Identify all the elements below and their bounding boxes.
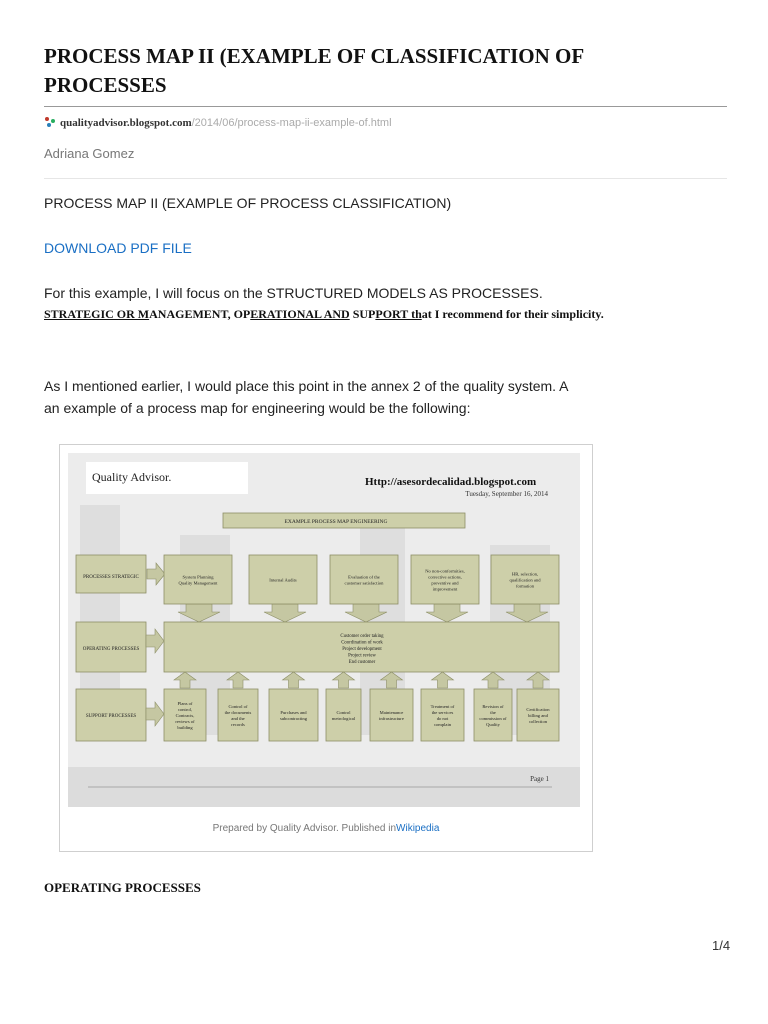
- support-box-4-line: infrastructure: [379, 716, 404, 721]
- support-box-5-line: the services: [431, 710, 454, 715]
- support-box-7-line: Certification: [526, 707, 550, 712]
- support-box-3: [326, 689, 361, 741]
- strategic-box-4-line: qualification and: [509, 577, 541, 583]
- support-box-6-line: Quality: [486, 722, 500, 727]
- models-line-text-2: SUP: [349, 307, 376, 321]
- strategic-box-3-line: improvement: [432, 586, 458, 592]
- support-box-5-line: Treatment of: [430, 704, 455, 709]
- process-map-figure: [59, 444, 593, 852]
- support-box-6-line: commission of: [479, 716, 507, 721]
- page-label: Page 1: [530, 775, 549, 783]
- support-box-0-line: reviews of: [175, 719, 195, 724]
- operating-line-4: End customer: [348, 660, 376, 665]
- support-box-7: [517, 689, 559, 741]
- support-box-2-line: subcontracting: [279, 716, 308, 721]
- models-line-underlined-3: PORT th: [375, 307, 422, 321]
- support-box-1-line: and the: [231, 716, 245, 721]
- strategic-box-0: [164, 555, 232, 604]
- support-box-2: [269, 689, 318, 741]
- models-line-underlined-1: STRATEGIC OR M: [44, 307, 150, 321]
- operating-line-2: Project development: [342, 647, 382, 652]
- support-box-5-line: do not: [436, 716, 449, 721]
- operating-line-3: Project review: [348, 653, 376, 659]
- strategic-box-2-line: customer satisfaction: [344, 580, 384, 586]
- strategic-box-4: [491, 555, 559, 604]
- strategic-box-3: [411, 555, 479, 604]
- row-label-strategic-text: PROCESSES STRATEGIC: [83, 575, 139, 580]
- wikipedia-link[interactable]: Wikipedia: [396, 823, 440, 834]
- author-name: Adriana Gomez: [44, 146, 135, 161]
- source-line: [44, 115, 392, 131]
- author-divider: [44, 178, 727, 179]
- title-divider: [44, 106, 727, 107]
- strategic-box-3-line: preventive and: [431, 580, 459, 586]
- strategic-box-0-line: System Planning: [182, 574, 214, 580]
- row-label-operating-text: OPERATING PROCESSES: [82, 647, 140, 652]
- support-box-2-line: Purchases and: [280, 710, 307, 715]
- source-link[interactable]: [60, 117, 392, 129]
- site-favicon-icon: [44, 116, 56, 128]
- support-box-3-line: metrological: [331, 716, 356, 721]
- models-line: [44, 307, 604, 322]
- row-label-strategic: [76, 555, 146, 593]
- operating-line-1: Coordination of work: [341, 640, 383, 646]
- support-box-6: [474, 689, 512, 741]
- caption-text: Prepared by Quality Advisor. Published in: [212, 823, 397, 834]
- support-box-1-line: records: [231, 722, 245, 727]
- strategic-box-3-line: corrective actions,: [428, 574, 462, 580]
- support-box-6-line: Revision of: [482, 704, 504, 709]
- support-box-7-line: billing and: [528, 713, 548, 718]
- support-box-0-line: control,: [177, 707, 193, 712]
- source-path: /2014/06/process-map-ii-example-of.html: [191, 117, 392, 129]
- strategic-box-2: [330, 555, 398, 604]
- page-number: 1/4: [712, 938, 731, 953]
- support-box-7-line: collection: [528, 719, 548, 724]
- date-text: Tuesday, September 16, 2014: [465, 490, 548, 498]
- models-line-underlined-2: ERATIONAL AND: [250, 307, 350, 321]
- body-paragraph: As I mentioned earlier, I would place this point in the annex 2 of the quality system. A an example of a process map for engineering would be the following:: [44, 378, 568, 416]
- banner-text: EXAMPLE PROCESS MAP ENGINEERING: [284, 519, 388, 525]
- process-map-diagram: [60, 445, 592, 817]
- strategic-box-3-line: No non-conformities,: [425, 568, 465, 574]
- strategic-box-0-line: Quality Management: [178, 580, 218, 586]
- strategic-box-4-line: HR, selection,: [511, 571, 539, 577]
- document-title: PROCESS MAP II (EXAMPLE OF CLASSIFICATION OF PROCESSES: [44, 44, 584, 97]
- url-text: Http://asesordecalidad.blogspot.com: [365, 476, 537, 488]
- support-box-5-line: complain: [433, 722, 452, 727]
- support-box-0: [164, 689, 206, 741]
- intro-paragraph: For this example, I will focus on the STRUCTURED MODELS AS PROCESSES.: [44, 285, 543, 301]
- support-box-0-line: Contracts,: [175, 713, 195, 718]
- figure-caption: [60, 823, 592, 834]
- support-box-4-line: Maintenance: [379, 710, 404, 715]
- subheading: PROCESS MAP II (EXAMPLE OF PROCESS CLASSIFICATION): [44, 195, 452, 211]
- support-box-1-line: the documents: [224, 710, 252, 715]
- support-box-6-line: the: [490, 710, 496, 715]
- row-label-support-text: SUPPORT PROCESSES: [85, 714, 137, 719]
- strategic-boxes: [164, 555, 559, 604]
- source-domain: qualityadvisor.blogspot.com: [60, 117, 192, 129]
- support-box-3-line: Control: [336, 710, 351, 715]
- support-box-5: [421, 689, 464, 741]
- brand-text: Quality Advisor.: [92, 470, 172, 484]
- support-box-1-line: Control of: [228, 704, 248, 709]
- strategic-box-2-line: Evaluation of the: [348, 574, 380, 580]
- support-box-0-line: building: [177, 725, 193, 730]
- support-box-0-line: Plans of: [177, 701, 193, 706]
- download-pdf-link[interactable]: DOWNLOAD PDF FILE: [44, 240, 192, 256]
- models-line-text-1: ANAGEMENT, OP: [149, 307, 251, 321]
- models-line-text-3: at I recommend for their simplicity.: [421, 307, 604, 321]
- strategic-box-1-line: Internal Audits: [269, 577, 297, 583]
- support-box-1: [218, 689, 258, 741]
- strategic-box-4-line: formation: [515, 583, 535, 589]
- operating-line-0: Customer order taking: [340, 634, 384, 639]
- strategic-box-1: [249, 555, 317, 604]
- section-heading: OPERATING PROCESSES: [44, 880, 201, 895]
- support-box-4: [370, 689, 413, 741]
